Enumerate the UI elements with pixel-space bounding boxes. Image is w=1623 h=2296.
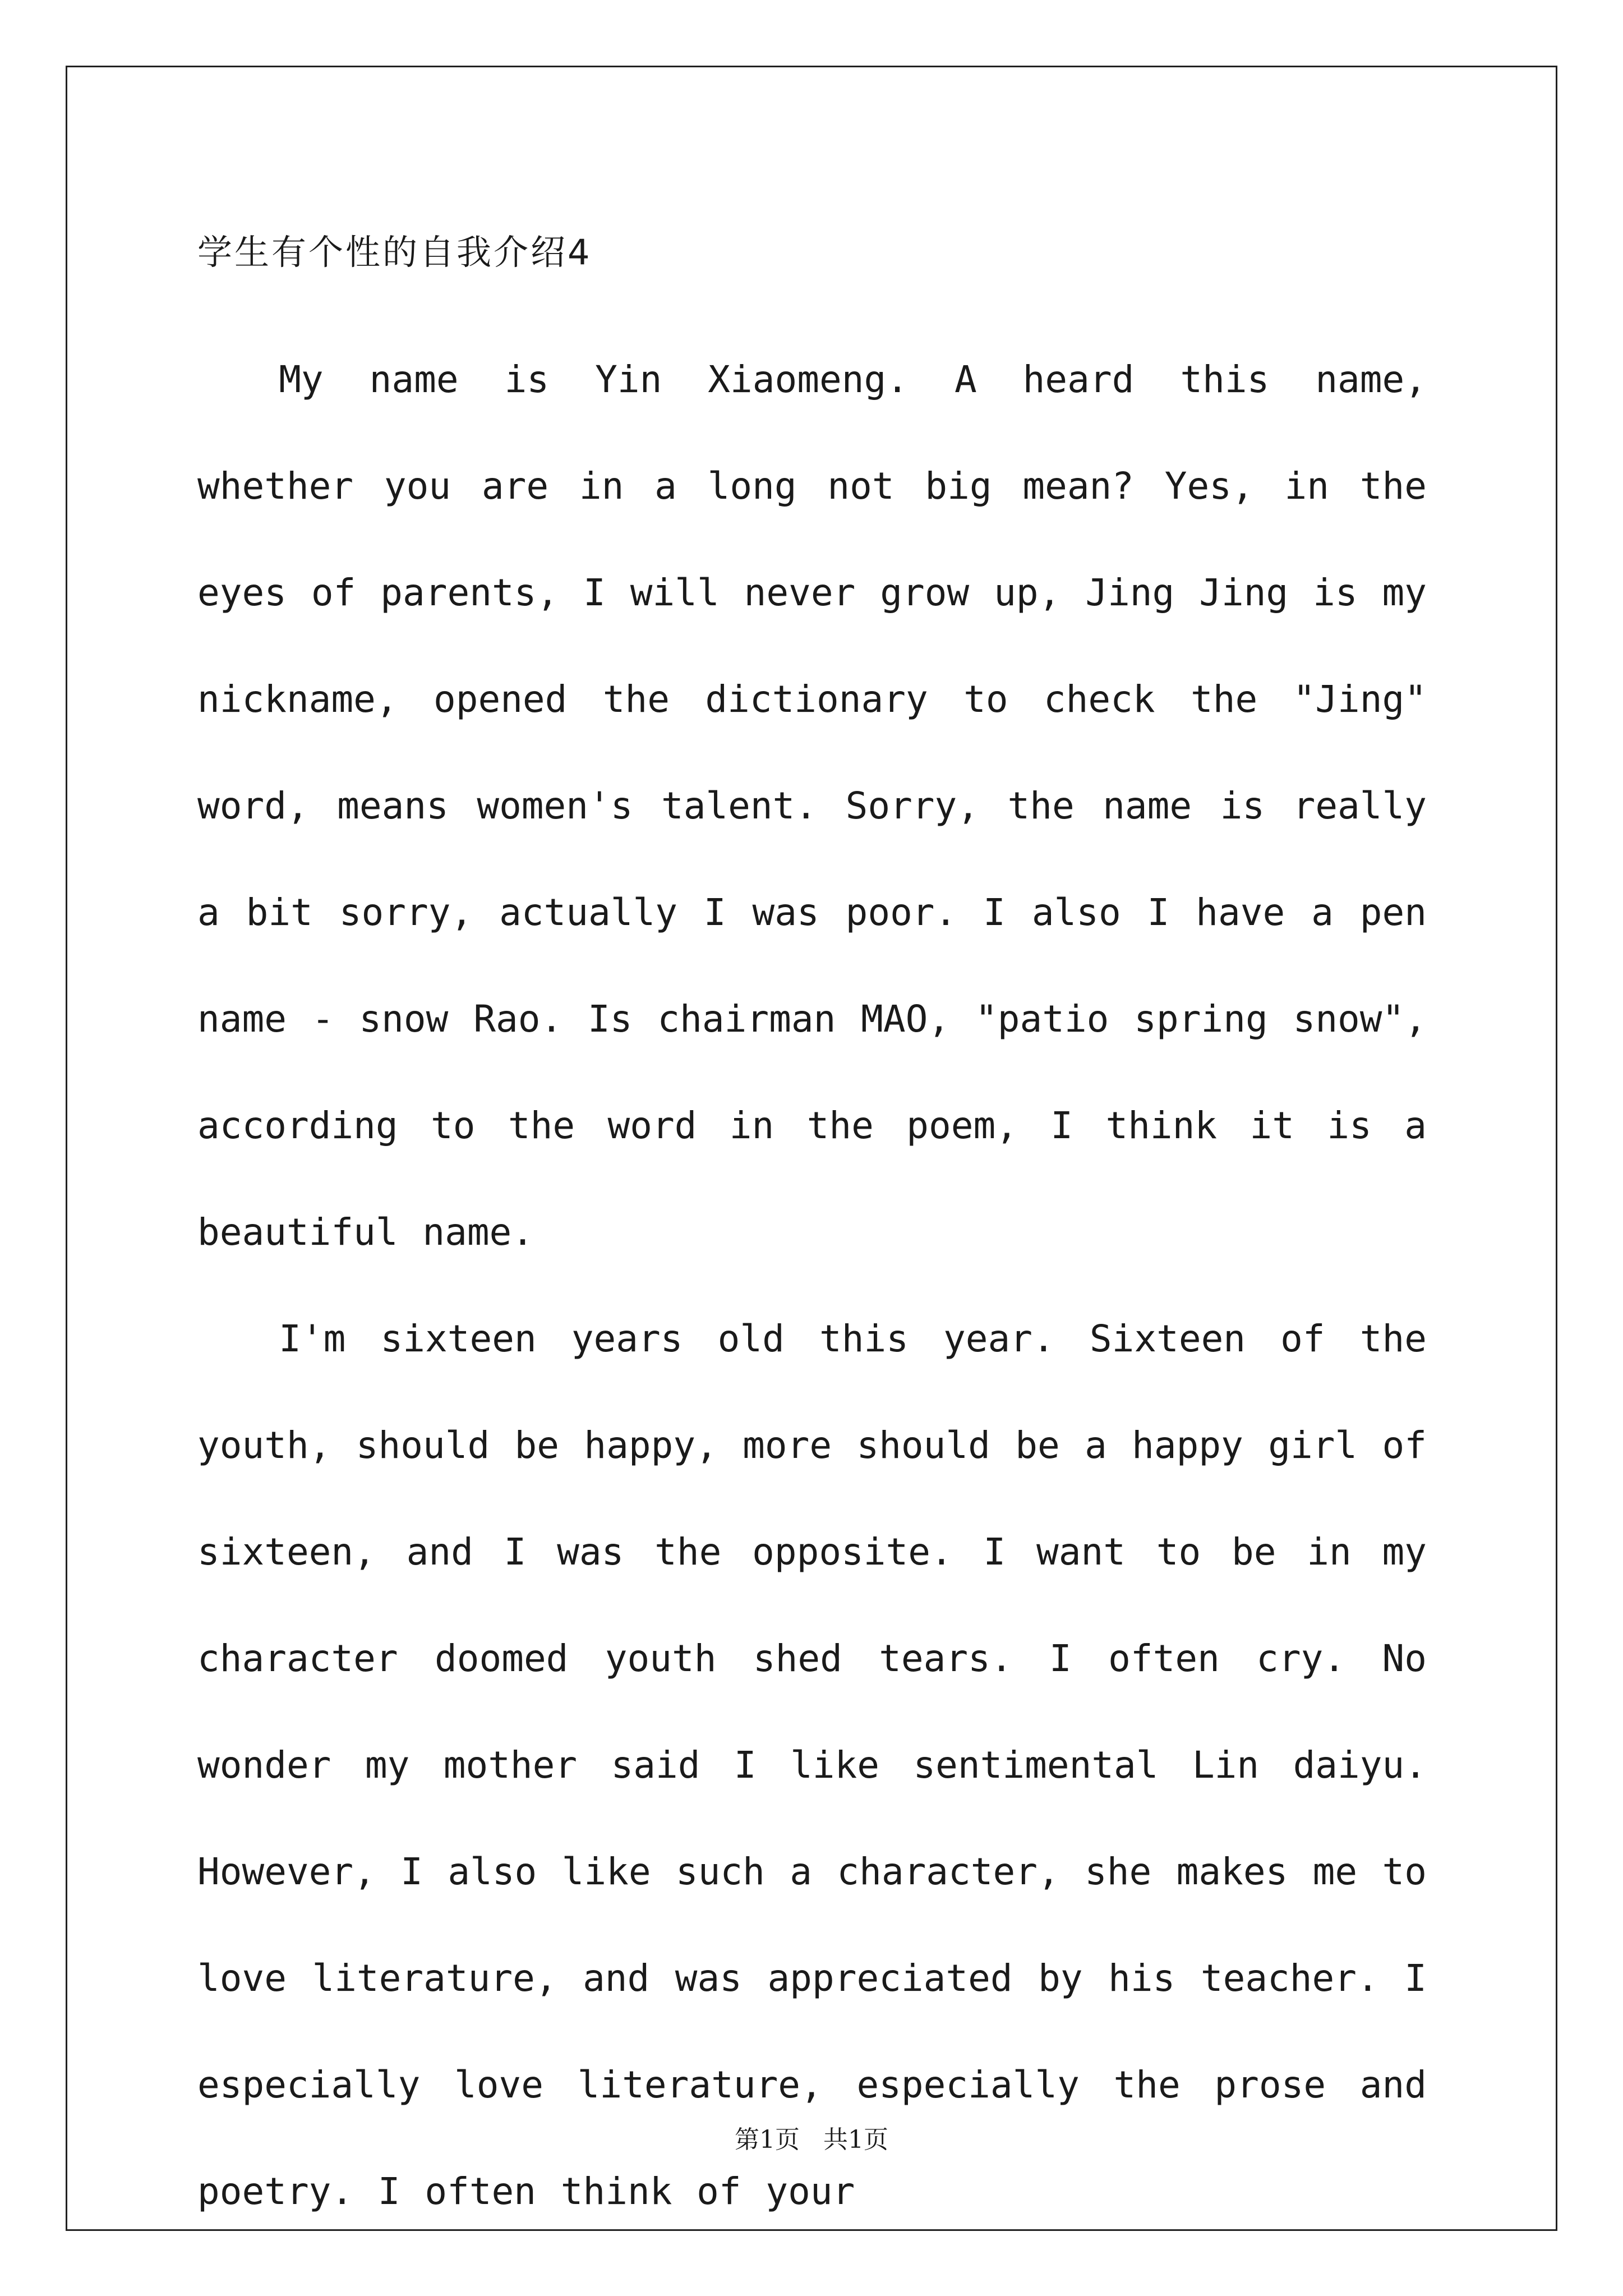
document-title: 学生有个性的自我介绍4: [197, 232, 592, 273]
paragraph-2: I'm sixteen years old this year. Sixteen of the youth, should be happy, more should be a happy girl of sixteen, and I was the opposite. I want to be in my character doomed youth shed tears. I often cry. No wonder my mother said I like sentimental Lin daiyu. However, I also like such a character, she makes me to love literature, and was appreciated by his teacher. I especially love literature, especially the prose and poetry. I often think of your: [197, 1317, 1427, 2213]
paragraph-1: My name is Yin Xiaomeng. A heard this name, whether you are in a long not big mean? Yes, in the eyes of parents, I will never grow up, Jing Jing is my nickname, opened the dictionary to check the "Jing" word, means women's talent. Sorry, the name is really a bit sorry, actually I was poor. I also I have a pen name - snow Rao. Is chairman MAO, "patio spring snow", according to the word in the poem, I think it is a beautiful name.: [197, 358, 1427, 1254]
page-footer: 第1页 共1页: [735, 2125, 888, 2154]
document-body: [197, 219, 1427, 2245]
